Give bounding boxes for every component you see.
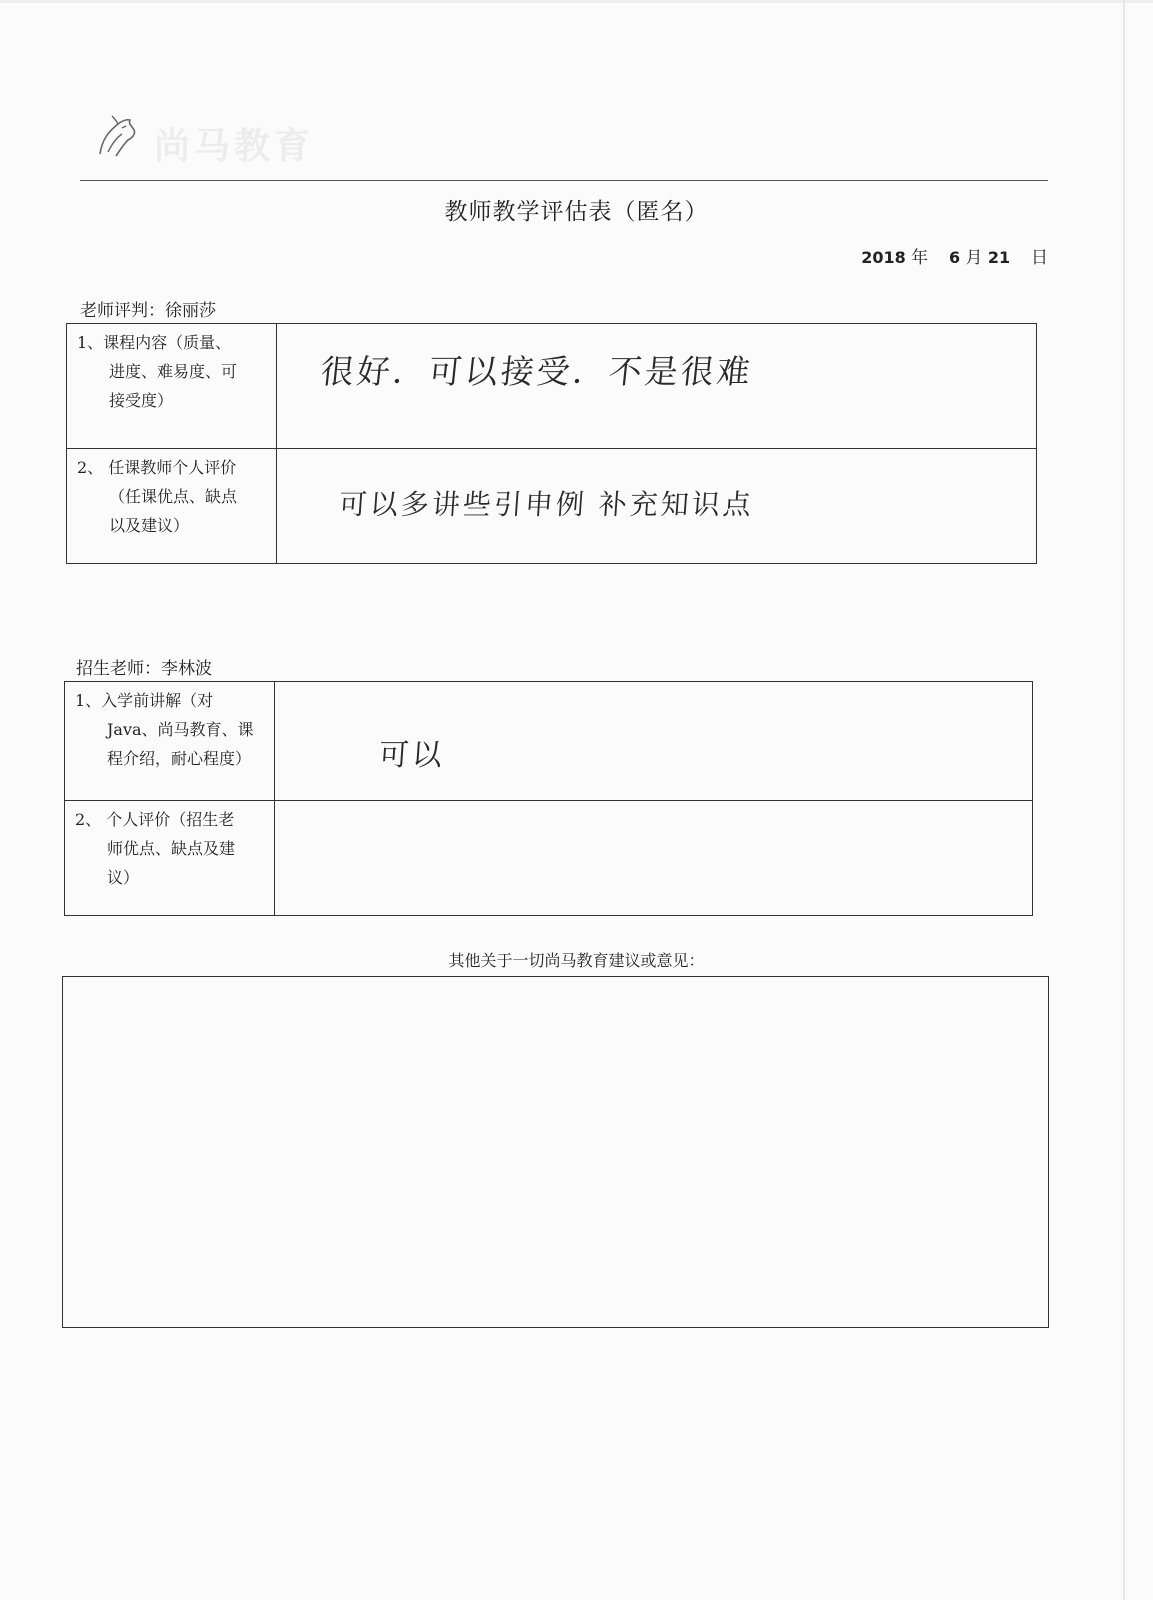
- handwritten-answer: 很好．可以接受．不是很难: [318, 352, 755, 391]
- logo-text: 尚马教育: [154, 126, 315, 167]
- scan-edge-top: [0, 0, 1153, 3]
- table-row: [65, 801, 1033, 916]
- teacher-eval-table: [66, 323, 1037, 564]
- page-title: 教师教学评估表（匿名）: [444, 199, 709, 225]
- handwritten-answer: 可以多讲些引申例 补充知识点: [337, 488, 755, 521]
- answer-field-enrollment-review[interactable]: [275, 801, 1033, 916]
- table-row: [65, 682, 1033, 801]
- question-line: 1、入学前讲解（对: [75, 691, 214, 710]
- question-line: 接受度）: [109, 391, 174, 410]
- section2-label: 招生老师：李林波: [76, 659, 212, 679]
- question-line: 以及建议）: [109, 516, 190, 535]
- question-line: 议）: [107, 868, 140, 887]
- question-cell: [65, 682, 275, 801]
- date-month-unit: 月: [965, 248, 983, 268]
- header-rule: [80, 180, 1048, 181]
- question-cell: [65, 801, 275, 916]
- question-cell: [67, 324, 277, 449]
- other-suggestions-field[interactable]: [62, 976, 1049, 1328]
- question-line: （任课优点、缺点: [109, 487, 238, 506]
- section1-label: 老师评判：徐丽莎: [80, 301, 216, 321]
- table-row: [67, 449, 1037, 564]
- question-line: 2、 任课教师个人评价: [77, 458, 237, 477]
- horse-logo-icon: [92, 110, 142, 160]
- other-suggestions-label: 其他关于一切尚马教育建议或意见：: [448, 951, 705, 970]
- question-line: 1、课程内容（质量、: [77, 333, 232, 352]
- question-line: 程介绍，耐心程度）: [107, 749, 252, 768]
- question-line: 2、 个人评价（招生老: [75, 810, 235, 829]
- question-line: Java、尚马教育、课: [107, 720, 254, 739]
- scan-edge-right: [1123, 0, 1125, 1600]
- answer-field-course-content[interactable]: [277, 324, 1037, 449]
- date-month: 6: [948, 248, 961, 267]
- enrollment-eval-table: [64, 681, 1033, 916]
- date-day-unit: 日: [1031, 248, 1048, 268]
- handwritten-answer: 可以: [377, 738, 446, 773]
- date-day: 21: [987, 248, 1011, 267]
- date-year: 2018: [861, 248, 906, 267]
- table-row: [67, 324, 1037, 449]
- question-line: 师优点、缺点及建: [107, 839, 236, 858]
- answer-field-teacher-review[interactable]: [277, 449, 1037, 564]
- answer-field-enrollment-explanation[interactable]: [275, 682, 1033, 801]
- question-cell: [67, 449, 277, 564]
- date-year-unit: 年: [911, 248, 929, 268]
- question-line: 进度、难易度、可: [109, 362, 238, 381]
- date-line: [861, 243, 1048, 268]
